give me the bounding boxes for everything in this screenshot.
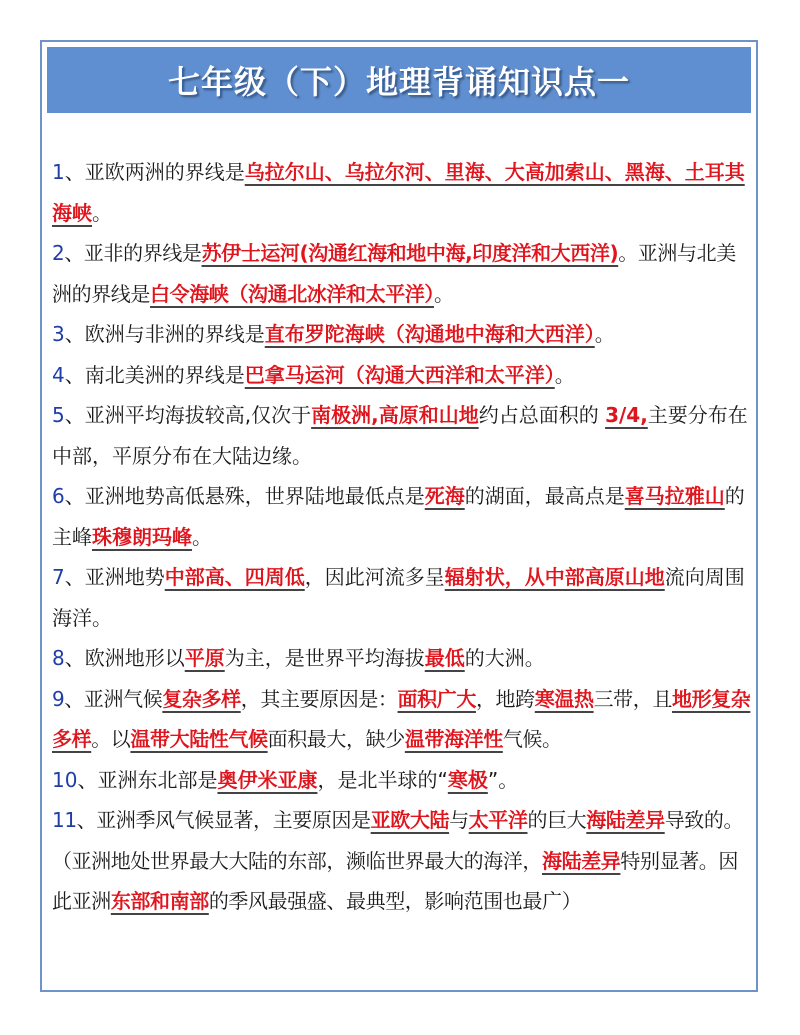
key-term: 亚欧大陆	[370, 808, 450, 832]
knowledge-point-9	[52, 679, 754, 760]
body-text: 的主峰	[52, 484, 745, 549]
body-text: ，因此河流多呈	[304, 565, 445, 589]
key-term: 太平洋	[468, 808, 528, 832]
knowledge-list	[52, 152, 754, 922]
body-text: 。	[192, 524, 212, 549]
key-term: 南极洲,高原和山地	[311, 403, 479, 427]
key-term: 最低	[424, 646, 465, 670]
knowledge-point-3	[52, 314, 754, 355]
body-text: 的大洲。	[464, 646, 545, 670]
key-term: 巴拿马运河（沟通大西洋和太平洋）	[244, 362, 555, 387]
body-text: 气候。	[502, 727, 562, 751]
key-term: 白令海峡（沟通北冰洋和太平洋）	[150, 281, 434, 306]
body-text: 。	[434, 281, 454, 306]
key-term: 死海	[424, 484, 465, 508]
title-banner	[47, 47, 751, 113]
body-text: 。	[594, 322, 615, 346]
key-term: 直布罗陀海峡（沟通地中海和大西洋）	[264, 322, 595, 346]
item-number: 8	[52, 646, 65, 670]
body-text: 约占总面积的	[478, 403, 606, 427]
key-term: 中部高、四周低	[164, 565, 305, 589]
key-term: 3/4,	[605, 403, 648, 427]
body-text: 、亚非的界线是	[64, 241, 202, 265]
body-text: ”。	[487, 767, 519, 792]
body-text: 。亚洲与北美洲的界线是	[52, 241, 736, 306]
body-text: 导致的。（亚洲地处世界最大大陆的东部，濒临世界最大的海洋，	[52, 808, 744, 873]
key-term: 寒温热	[534, 686, 594, 711]
body-text: 与	[449, 808, 469, 832]
key-term: 海陆差异	[542, 848, 621, 873]
body-text: 特别显著。因此亚洲	[52, 848, 739, 913]
key-term: 地形复杂多样	[52, 686, 751, 751]
item-number: 11	[52, 808, 77, 832]
body-text: 。以	[91, 727, 131, 751]
body-text: ，是北半球的“	[317, 767, 448, 792]
body-text: 、欧洲与非洲的界线是	[64, 322, 265, 346]
item-number: 3	[52, 322, 65, 346]
knowledge-point-10	[52, 760, 754, 801]
body-text: 、亚洲气候	[64, 686, 163, 711]
key-term: 面积广大	[397, 686, 476, 711]
key-term: 温带大陆性气候	[130, 727, 268, 751]
body-text: 主要分布在中部，平原分布在大陆边缘。	[52, 403, 748, 468]
key-term: 乌拉尔山、乌拉尔河、里海、大高加索山、黑海、土耳其海峡	[52, 160, 745, 225]
knowledge-point-2	[52, 233, 754, 314]
item-number: 6	[52, 484, 65, 508]
body-text: 面积最大，缺少	[267, 727, 405, 751]
key-term: 珠穆朗玛峰	[92, 524, 192, 549]
body-text: ，地跨	[475, 686, 535, 711]
key-term: 苏伊士运河(沟通红海和地中海,印度洋和大西洋)	[201, 241, 619, 265]
body-text: 、欧洲地形以	[64, 646, 185, 670]
body-text: 、亚洲地势高低悬殊，世界陆地最低点是	[64, 484, 425, 508]
knowledge-point-6	[52, 476, 754, 557]
key-term: 喜马拉雅山	[624, 484, 725, 508]
body-text: ，其主要原因是：	[240, 686, 398, 711]
key-term: 复杂多样	[162, 686, 241, 711]
key-term: 奥伊米亚康	[217, 767, 318, 792]
knowledge-point-8	[52, 638, 754, 679]
body-text: 、南北美洲的界线是	[64, 362, 245, 387]
body-text: 、亚欧两洲的界线是	[64, 160, 245, 184]
key-term: 海陆差异	[586, 808, 665, 832]
knowledge-point-4	[52, 355, 754, 396]
item-number: 7	[52, 565, 65, 589]
body-text: 流向周围海洋。	[52, 565, 745, 630]
item-number: 4	[52, 362, 65, 387]
body-text: 、亚洲地势	[64, 565, 165, 589]
page-frame	[40, 40, 758, 992]
body-text: 、亚洲季风气候显著，主要原因是	[76, 808, 371, 832]
item-number: 2	[52, 241, 65, 265]
item-number: 10	[52, 767, 78, 792]
body-text: 三带，且	[593, 686, 672, 711]
key-term: 东部和南部	[110, 889, 209, 913]
body-text: 为主，是世界平均海拔	[224, 646, 425, 670]
knowledge-point-11	[52, 800, 754, 922]
body-text: 、亚洲平均海拔较高,仅次于	[64, 403, 312, 427]
knowledge-point-7	[52, 557, 754, 638]
body-text: 、亚洲东北部是	[77, 767, 218, 792]
body-text: 。	[554, 362, 575, 387]
knowledge-point-5	[52, 395, 754, 476]
knowledge-point-1	[52, 152, 754, 233]
page-title: 七年级（下）地理背诵知识点一	[167, 63, 630, 101]
key-term: 平原	[184, 646, 225, 670]
body-text: 的巨大	[527, 808, 587, 832]
key-term: 温带海洋性	[404, 727, 503, 751]
item-number: 9	[52, 686, 65, 711]
key-term: 寒极	[447, 767, 488, 792]
body-text: 。	[92, 200, 112, 225]
body-text: 的季风最强盛、最典型，影响范围也最广）	[208, 889, 582, 913]
body-text: 的湖面，最高点是	[464, 484, 625, 508]
item-number: 1	[52, 160, 65, 184]
item-number: 5	[52, 403, 65, 427]
key-term: 辐射状，从中部高原山地	[444, 565, 665, 589]
